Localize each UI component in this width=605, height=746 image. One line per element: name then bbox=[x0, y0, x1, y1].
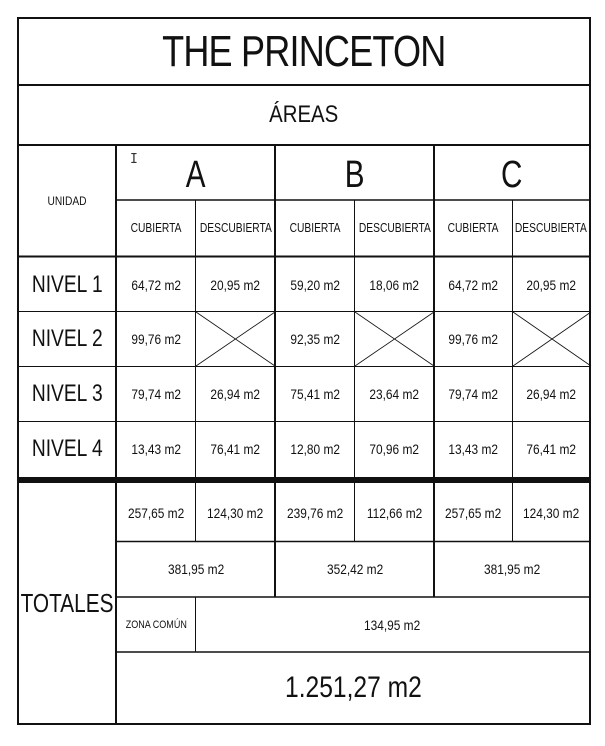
areas-header: ÁREAS bbox=[269, 101, 339, 128]
subtotal-value: 124,30 m2 bbox=[207, 504, 264, 521]
cell-value: 23,64 m2 bbox=[369, 386, 420, 402]
cell-value: 59,20 m2 bbox=[290, 276, 340, 293]
cell-value: 26,94 m2 bbox=[526, 386, 576, 402]
unit-total-value: 381,95 m2 bbox=[483, 561, 541, 577]
cell-value: 76,41 m2 bbox=[210, 441, 261, 457]
unidad-label: UNIDAD bbox=[47, 194, 88, 208]
cell-value: 76,41 m2 bbox=[526, 441, 576, 457]
subheader-label: DESCUBIERTA bbox=[199, 221, 272, 235]
subheader-label: CUBIERTA bbox=[289, 221, 341, 235]
subheader-label: CUBIERTA bbox=[448, 221, 499, 235]
cell-value: 12,80 m2 bbox=[290, 441, 340, 457]
cell-value: 79,74 m2 bbox=[448, 386, 499, 402]
cell-value: 99,76 m2 bbox=[131, 331, 181, 347]
zona-comun-value: 134,95 m2 bbox=[364, 616, 421, 633]
cell-value: 64,72 m2 bbox=[448, 276, 499, 293]
cell-value: 13,43 m2 bbox=[131, 441, 181, 457]
cell-value: 79,74 m2 bbox=[131, 386, 181, 402]
level-label: NIVEL 3 bbox=[32, 380, 103, 407]
cell-value: 64,72 m2 bbox=[131, 276, 181, 293]
unit-total-value: 352,42 m2 bbox=[326, 561, 384, 577]
cell-value: 75,41 m2 bbox=[290, 386, 340, 402]
unit-b-letter: B bbox=[345, 153, 365, 196]
subheader-label: DESCUBIERTA bbox=[515, 221, 587, 235]
cell-value: 99,76 m2 bbox=[448, 331, 499, 347]
cell-value: 26,94 m2 bbox=[210, 386, 261, 402]
cell-value: 20,95 m2 bbox=[526, 276, 576, 293]
text-cursor-icon: I bbox=[130, 152, 138, 167]
cell-value: 18,06 m2 bbox=[369, 276, 420, 293]
table-title: THE PRINCETON bbox=[162, 27, 446, 76]
cell-value: 92,35 m2 bbox=[290, 331, 340, 347]
subtotal-value: 257,65 m2 bbox=[445, 504, 502, 521]
totales-label: TOTALES bbox=[21, 588, 114, 618]
subtotal-value: 112,66 m2 bbox=[366, 504, 423, 521]
level-label: NIVEL 2 bbox=[32, 325, 103, 352]
unit-a-letter: A bbox=[186, 153, 206, 196]
subheader-label: CUBIERTA bbox=[130, 221, 182, 235]
subheader-label: DESCUBIERTA bbox=[358, 221, 431, 235]
cell-value: 20,95 m2 bbox=[210, 276, 261, 293]
level-label: NIVEL 1 bbox=[32, 270, 103, 298]
level-label: NIVEL 4 bbox=[32, 435, 103, 462]
grand-total-value: 1.251,27 m2 bbox=[284, 671, 422, 704]
unit-total-value: 381,95 m2 bbox=[167, 561, 225, 577]
zona-comun-label: ZONA COMÚN bbox=[125, 618, 187, 631]
subtotal-value: 257,65 m2 bbox=[127, 504, 185, 521]
cell-value: 13,43 m2 bbox=[448, 441, 499, 457]
cell-value: 70,96 m2 bbox=[369, 441, 420, 457]
subtotal-value: 124,30 m2 bbox=[522, 504, 580, 521]
subtotal-value: 239,76 m2 bbox=[286, 504, 344, 521]
unit-c-letter: C bbox=[501, 153, 523, 196]
